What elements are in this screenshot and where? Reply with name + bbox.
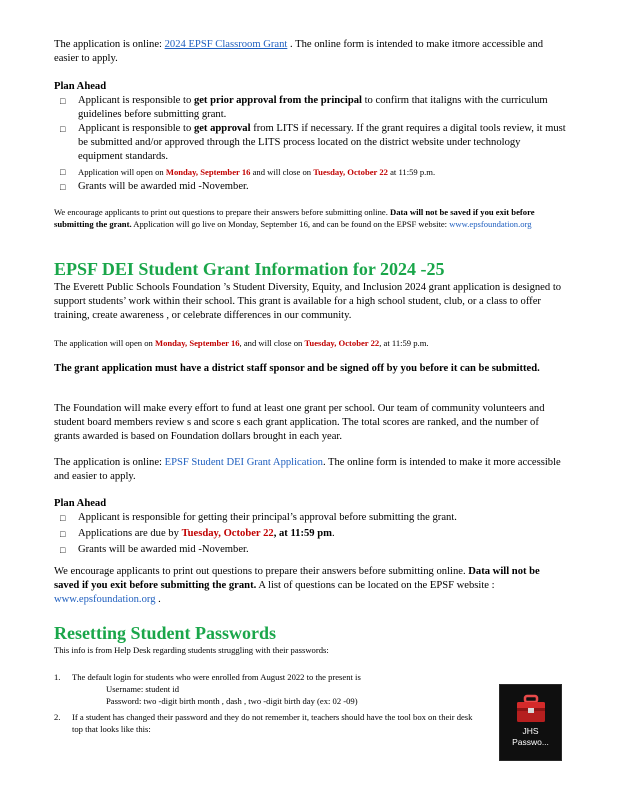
passwords-section-heading: Resetting Student Passwords xyxy=(54,623,277,643)
bullet-icon: □ xyxy=(60,513,66,523)
online-text: The application is online: xyxy=(54,39,165,50)
classroom-grant-link[interactable]: 2024 EPSF Classroom Grant xyxy=(164,39,288,50)
sponsor-paragraph: The grant application must have a district staff sponsor and be signed off by you before it can be submitted. xyxy=(54,363,540,374)
dei-intro-paragraph: The Everett Public Schools Foundation ’s Student Diversity, Equity, and Inclusion 2024 grant application is designed to support students’ work within their school. This grant is available for a high school student, club, or a class to offer training, create awareness , or celebrate differences in our community. xyxy=(54,282,562,321)
bullet-icon: □ xyxy=(60,529,66,539)
dei-plan-ahead-heading: Plan Ahead xyxy=(54,498,107,509)
bullet-icon: □ xyxy=(60,545,66,555)
dei-section-heading: EPSF DEI Student Grant Information for 2024 -25 xyxy=(54,259,445,279)
bullet-icon: □ xyxy=(60,124,66,134)
toolbox-icon xyxy=(514,694,548,724)
username-line: Username: student id xyxy=(106,684,180,694)
dei-online-paragraph: The application is online: EPSF Student DEI Grant Application. The online form is intended to make it more accessible and easier to apply. xyxy=(54,457,561,482)
bullet-icon: □ xyxy=(60,96,66,106)
plan-ahead-list xyxy=(54,94,566,194)
list-item: 1. The default login for students who were enrolled from August 2022 to the present is xyxy=(54,672,361,682)
list-item: □ Grants will be awarded mid -November. xyxy=(54,543,566,557)
encourage-paragraph: We encourage applicants to print out questions to prepare their answers before submitting online. Data will not be saved if you exit before submitting the grant. Application will go live on Monday, September 16, and can be found on the EPSF website: www.epsfoundation.org xyxy=(54,207,535,229)
passwords-list xyxy=(54,671,484,735)
list-item: □ Applicant is responsible to get approval from LITS if necessary. If the grant requires a digital tools review, it must be submitted and/or approved through the LITS process located on the district website under technology equipment standards. xyxy=(54,122,566,164)
online-paragraph xyxy=(54,38,566,66)
plan-ahead-heading: Plan Ahead xyxy=(54,81,107,92)
online-text-tail: . The online form is intended to make itmore accessible and easier to apply. xyxy=(54,39,544,64)
jhs-passwords-shortcut[interactable] xyxy=(499,684,562,761)
list-item: □ Application will open on Monday, September 16 and will close on Tuesday, October 22 at 11:59 p.m. xyxy=(54,166,566,178)
list-item: □ Applications are due by Tuesday, October 22, at 11:59 pm. xyxy=(54,527,566,541)
dei-plan-ahead-list xyxy=(54,511,566,557)
list-item: □ Grants will be awarded mid -November. xyxy=(54,180,566,194)
password-line: Password: two -digit birth month , dash , two -digit birth day (ex: 02 -09) xyxy=(106,696,358,706)
foundation-paragraph: The Foundation will make every effort to fund at least one grant per school. Our team of community volunteers and student board members review s and score s each grant application. The total scores are ranked, and the number of grants awarded is based on Foundation dollars brought in each year. xyxy=(54,403,545,442)
bullet-icon: □ xyxy=(60,167,66,177)
dei-grant-link[interactable]: EPSF Student DEI Grant Application xyxy=(164,457,323,468)
list-item: □ Applicant is responsible to get prior approval from the principal to confirm that italigns with the curriculum guidelines before submitting grant. xyxy=(54,94,566,122)
dei-website-link[interactable]: www.epsfoundation.org xyxy=(54,594,156,605)
list-item: 2. If a student has changed their password and they do not remember it, teachers should have the tool box on their desk top that looks like this: xyxy=(54,712,473,734)
passwords-intro: This info is from Help Desk regarding students struggling with their passwords: xyxy=(54,645,329,655)
bullet-icon: □ xyxy=(60,182,66,192)
list-item: □ Applicant is responsible for getting their principal’s approval before submitting the grant. xyxy=(54,511,566,525)
shortcut-label: JHS Passwo... xyxy=(512,726,549,747)
dei-encourage-paragraph: We encourage applicants to print out questions to prepare their answers before submitting online. Data will not be saved if you exit before submitting the grant. A list of questions can be located on the EPSF website : www.epsfoundation.org . xyxy=(54,566,540,605)
dei-dates-paragraph: The application will open on Monday, September 16, and will close on Tuesday, October 22, at 11:59 p.m. xyxy=(54,338,429,348)
epsf-website-link[interactable]: www.epsfoundation.org xyxy=(449,219,532,229)
